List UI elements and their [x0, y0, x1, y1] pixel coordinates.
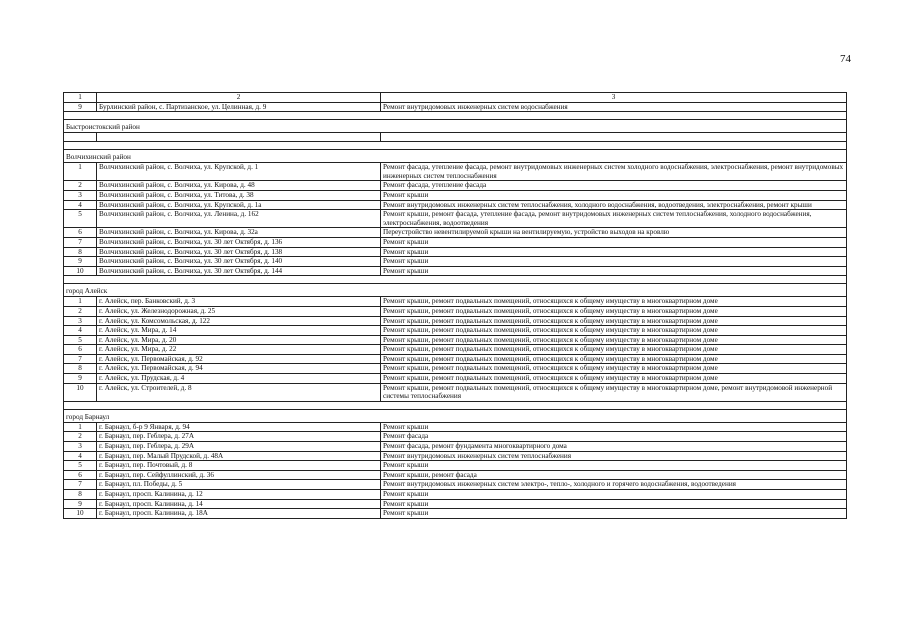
table-row	[64, 102, 847, 112]
empty-row	[64, 133, 847, 142]
table-row	[64, 200, 847, 210]
row-work: Ремонт крыши, ремонт подвальных помещений, относящихся к общему имуществу в многоквартирном доме	[381, 306, 847, 316]
row-number: 7	[64, 237, 97, 247]
row-work: Ремонт крыши, ремонт подвальных помещений, относящихся к общему имуществу в многоквартирном доме	[381, 345, 847, 355]
row-work: Переустройство невентилируемой крыши на вентилируемую, устройство выходов на кровлю	[381, 228, 847, 238]
row-number: 3	[64, 316, 97, 326]
table-row	[64, 247, 847, 257]
row-address: г. Барнаул, пер. Геблера, д. 27А	[97, 432, 381, 442]
table-row	[64, 422, 847, 432]
row-number: 1	[64, 163, 97, 181]
header-col-1: 1	[64, 93, 97, 103]
empty-cell	[64, 133, 97, 142]
table-row	[64, 470, 847, 480]
table-row	[64, 374, 847, 384]
work-table	[63, 92, 847, 519]
row-number: 8	[64, 490, 97, 500]
row-number: 4	[64, 200, 97, 210]
row-address: г. Алейск, ул. Строителей, д. 8	[97, 383, 381, 401]
row-address: Волчихинский район, с. Волчиха, ул. 30 лет Октября, д. 140	[97, 257, 381, 267]
table-row	[64, 335, 847, 345]
row-address: г. Барнаул, пер. Сейфуллинский, д. 36	[97, 470, 381, 480]
section-title: Волчихинский район	[64, 150, 847, 163]
section-spacer	[64, 401, 847, 409]
row-address: г. Барнаул, просп. Калинина, д. 14	[97, 499, 381, 509]
table-row	[64, 326, 847, 336]
row-address: Волчихинский район, с. Волчиха, ул. Крупской, д. 1а	[97, 200, 381, 210]
table-row	[64, 509, 847, 519]
row-work: Ремонт фасада, ремонт фундамента многоквартирного дома	[381, 442, 847, 452]
row-number: 8	[64, 247, 97, 257]
table-row	[64, 190, 847, 200]
row-address: г. Барнаул, пер. Почтовый, д. 8	[97, 461, 381, 471]
section-title-row	[64, 150, 847, 163]
table-row	[64, 237, 847, 247]
row-address: г. Алейск, пер. Банковский, д. 3	[97, 297, 381, 307]
row-address: г. Барнаул, просп. Калинина, д. 18А	[97, 509, 381, 519]
row-address: г. Алейск, ул. Первомайская, д. 94	[97, 364, 381, 374]
row-address: г. Алейск, ул. Комсомольская, д. 122	[97, 316, 381, 326]
row-address: Бурлинский район, с. Партизанское, ул. Целинная, д. 9	[97, 102, 381, 112]
table-row	[64, 354, 847, 364]
table-row	[64, 432, 847, 442]
header-col-2: 2	[97, 93, 381, 103]
row-address: г. Алейск, ул. Мира, д. 20	[97, 335, 381, 345]
row-address: Волчихинский район, с. Волчиха, ул. Кирова, д. 48	[97, 181, 381, 191]
row-number: 1	[64, 422, 97, 432]
table-row	[64, 383, 847, 401]
empty-cell	[97, 133, 381, 142]
row-number: 2	[64, 432, 97, 442]
row-work: Ремонт крыши	[381, 499, 847, 509]
row-address: Волчихинский район, с. Волчиха, ул. Ленина, д. 162	[97, 210, 381, 228]
row-work: Ремонт фасада, утепление фасада	[381, 181, 847, 191]
table-row	[64, 442, 847, 452]
row-number: 6	[64, 228, 97, 238]
row-address: Волчихинский район, с. Волчиха, ул. 30 лет Октября, д. 138	[97, 247, 381, 257]
table-row	[64, 490, 847, 500]
row-work: Ремонт крыши	[381, 422, 847, 432]
row-work: Ремонт внутридомовых инженерных систем электро-, тепло-, холодного и горячего водоснабжения, водоотведения	[381, 480, 847, 490]
table-row	[64, 306, 847, 316]
row-work: Ремонт крыши, ремонт подвальных помещений, относящихся к общему имуществу в многоквартирном доме	[381, 364, 847, 374]
section-title: город Барнаул	[64, 409, 847, 422]
row-number: 10	[64, 266, 97, 276]
row-work: Ремонт крыши	[381, 266, 847, 276]
table-row	[64, 228, 847, 238]
row-number: 1	[64, 297, 97, 307]
document-table-container	[63, 92, 846, 519]
row-work: Ремонт крыши	[381, 461, 847, 471]
row-number: 4	[64, 451, 97, 461]
row-work: Ремонт крыши, ремонт подвальных помещений, относящихся к общему имуществу в многоквартирном доме	[381, 374, 847, 384]
row-work: Ремонт крыши, ремонт подвальных помещений, относящихся к общему имуществу в многоквартирном доме	[381, 316, 847, 326]
row-address: г. Барнаул, просп. Калинина, д. 12	[97, 490, 381, 500]
row-address: Волчихинский район, с. Волчиха, ул. Кирова, д. 32а	[97, 228, 381, 238]
table-row	[64, 210, 847, 228]
row-address: г. Алейск, ул. Мира, д. 14	[97, 326, 381, 336]
row-number: 5	[64, 210, 97, 228]
section-title-row	[64, 284, 847, 297]
row-work: Ремонт фасада, утепление фасада, ремонт внутридомовых инженерных систем холодного водоснабжения, электроснабжения, ремонт внутридомовых инженерных систем теплоснабжения	[381, 163, 847, 181]
row-work: Ремонт крыши, ремонт подвальных помещений, относящихся к общему имуществу в многоквартирном доме	[381, 354, 847, 364]
row-work: Ремонт крыши, ремонт фасада, утепление фасада, ремонт внутридомовых инженерных систем теплоснабжения, холодного водоснабжения, электроснабжения, водоотведения	[381, 210, 847, 228]
row-number: 3	[64, 442, 97, 452]
row-number: 3	[64, 190, 97, 200]
row-number: 2	[64, 181, 97, 191]
section-spacer	[64, 112, 847, 120]
empty-cell	[381, 133, 847, 142]
row-address: г. Барнаул, пер. Геблера, д. 29А	[97, 442, 381, 452]
table-row	[64, 499, 847, 509]
row-number: 9	[64, 102, 97, 112]
row-address: г. Алейск, ул. Железнодорожная, д. 25	[97, 306, 381, 316]
row-work: Ремонт крыши, ремонт фасада	[381, 470, 847, 480]
spacer-cell	[64, 142, 847, 150]
section-spacer	[64, 276, 847, 284]
row-work: Ремонт крыши	[381, 237, 847, 247]
row-number: 5	[64, 335, 97, 345]
row-address: Волчихинский район, с. Волчиха, ул. Крупской, д. 1	[97, 163, 381, 181]
table-row	[64, 181, 847, 191]
section-spacer	[64, 142, 847, 150]
row-address: Волчихинский район, с. Волчиха, ул. Титова, д. 38	[97, 190, 381, 200]
row-work: Ремонт крыши, ремонт подвальных помещений, относящихся к общему имуществу в многоквартирном доме	[381, 335, 847, 345]
section-title: город Алейск	[64, 284, 847, 297]
table-row	[64, 461, 847, 471]
row-number: 2	[64, 306, 97, 316]
row-address: г. Барнаул, б-р 9 Января, д. 94	[97, 422, 381, 432]
section-title-row	[64, 120, 847, 133]
row-number: 10	[64, 383, 97, 401]
row-number: 6	[64, 470, 97, 480]
spacer-cell	[64, 112, 847, 120]
table-row	[64, 163, 847, 181]
table-row	[64, 257, 847, 267]
header-row	[64, 93, 847, 103]
row-work: Ремонт внутридомовых инженерных систем водоснабжения	[381, 102, 847, 112]
page-number: 74	[840, 53, 851, 65]
row-work: Ремонт крыши	[381, 490, 847, 500]
header-col-3: 3	[381, 93, 847, 103]
table-row	[64, 364, 847, 374]
row-address: Волчихинский район, с. Волчиха, ул. 30 лет Октября, д. 144	[97, 266, 381, 276]
row-work: Ремонт крыши	[381, 257, 847, 267]
row-work: Ремонт фасада	[381, 432, 847, 442]
row-number: 9	[64, 257, 97, 267]
row-work: Ремонт внутридомовых инженерных систем теплоснабжения	[381, 451, 847, 461]
table-row	[64, 266, 847, 276]
row-work: Ремонт крыши, ремонт подвальных помещений, относящихся к общему имуществу в многоквартирном доме	[381, 326, 847, 336]
row-work: Ремонт крыши	[381, 247, 847, 257]
row-address: г. Барнаул, пл. Победы, д. 5	[97, 480, 381, 490]
table-row	[64, 345, 847, 355]
table-row	[64, 480, 847, 490]
row-address: Волчихинский район, с. Волчиха, ул. 30 лет Октября, д. 136	[97, 237, 381, 247]
row-work: Ремонт крыши	[381, 509, 847, 519]
row-work: Ремонт крыши, ремонт подвальных помещений, относящихся к общему имуществу в многоквартирном доме, ремонт внутридомовой инженерной системы теплоснабжения	[381, 383, 847, 401]
row-work: Ремонт внутридомовых инженерных систем теплоснабжения, холодного водоснабжения, водоотведения, электроснабжения, ремонт крыши	[381, 200, 847, 210]
spacer-cell	[64, 276, 847, 284]
table-row	[64, 316, 847, 326]
row-number: 9	[64, 499, 97, 509]
section-title-row	[64, 409, 847, 422]
table-body	[64, 93, 847, 519]
section-title: Быстроистокский район	[64, 120, 847, 133]
row-address: г. Барнаул, пер. Малый Прудской, д. 48А	[97, 451, 381, 461]
row-address: г. Алейск, ул. Прудская, д. 4	[97, 374, 381, 384]
row-address: г. Алейск, ул. Первомайская, д. 92	[97, 354, 381, 364]
row-work: Ремонт крыши	[381, 190, 847, 200]
row-address: г. Алейск, ул. Мира, д. 22	[97, 345, 381, 355]
row-number: 7	[64, 354, 97, 364]
row-number: 8	[64, 364, 97, 374]
row-number: 9	[64, 374, 97, 384]
row-number: 4	[64, 326, 97, 336]
row-number: 7	[64, 480, 97, 490]
row-number: 5	[64, 461, 97, 471]
row-work: Ремонт крыши, ремонт подвальных помещений, относящихся к общему имуществу в многоквартирном доме	[381, 297, 847, 307]
table-row	[64, 451, 847, 461]
spacer-cell	[64, 401, 847, 409]
row-number: 10	[64, 509, 97, 519]
table-row	[64, 297, 847, 307]
row-number: 6	[64, 345, 97, 355]
